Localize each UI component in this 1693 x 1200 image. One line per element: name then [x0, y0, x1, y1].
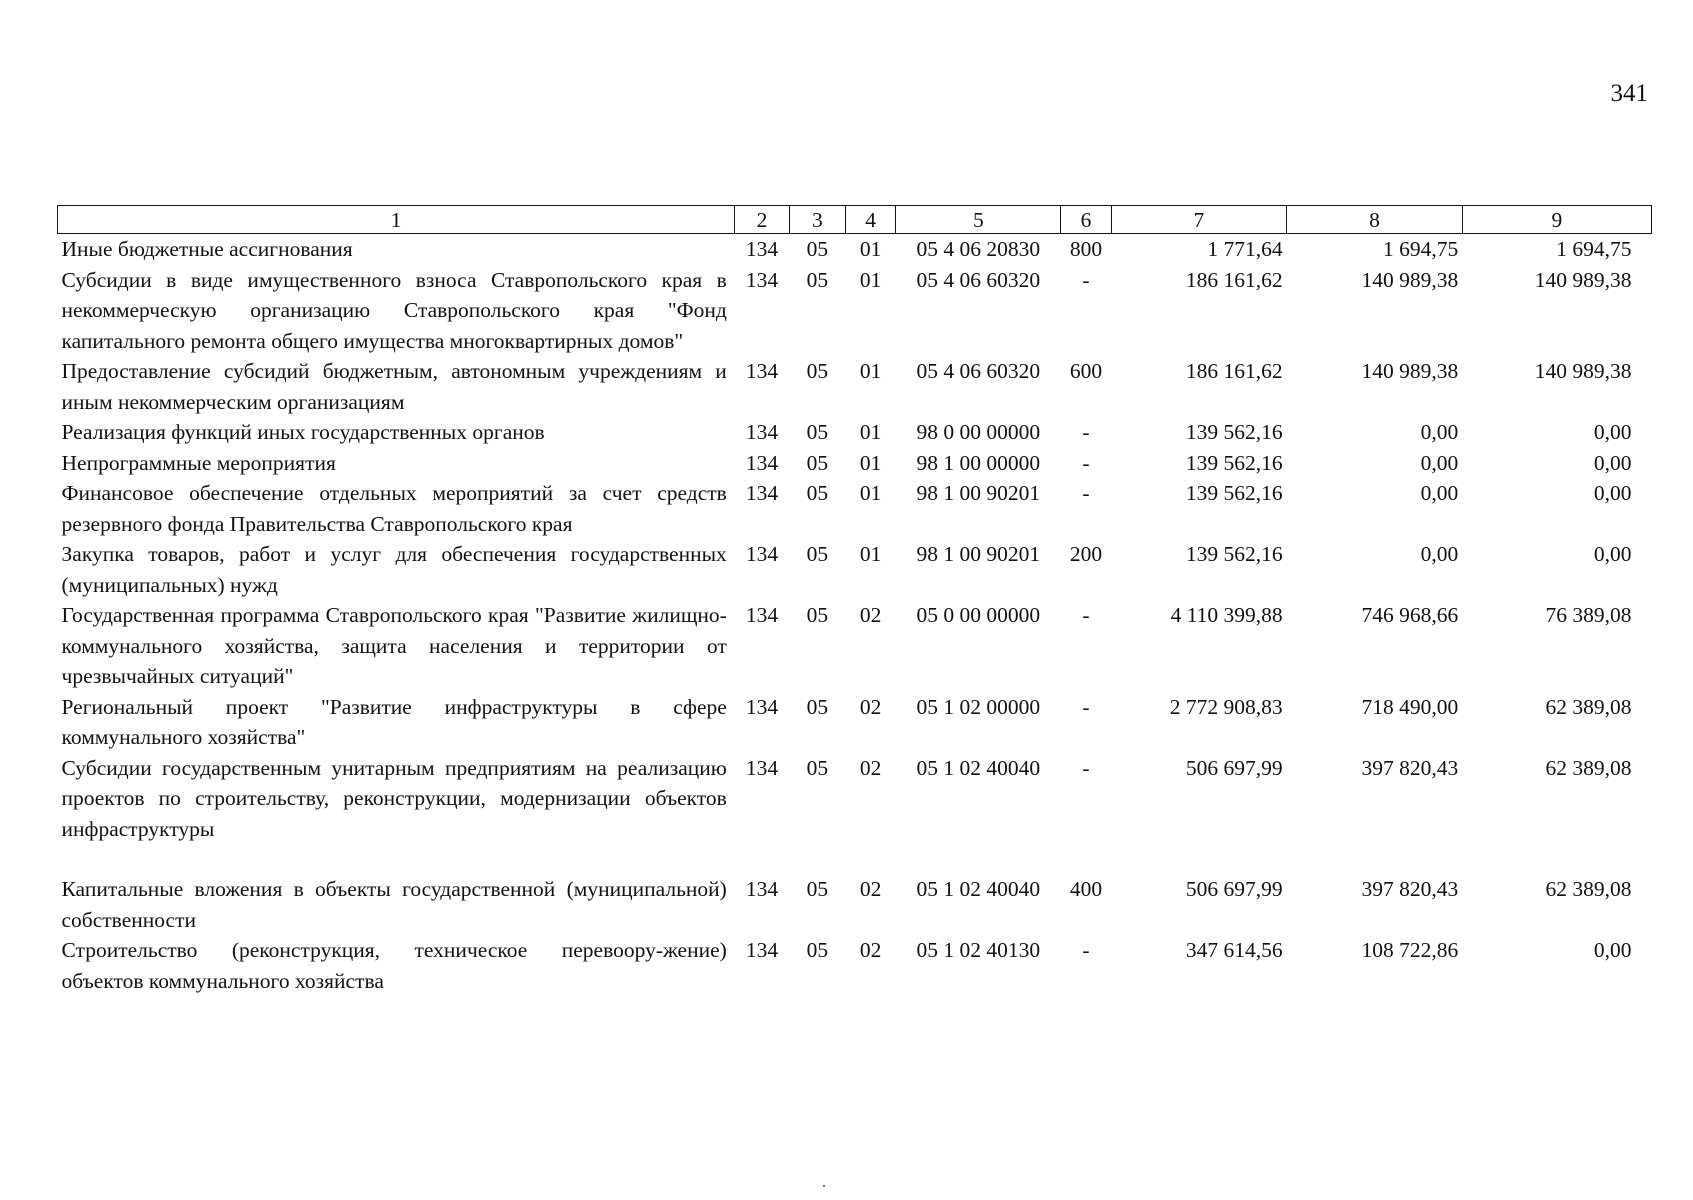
- column-header: 2: [735, 206, 789, 234]
- table-row: [58, 935, 1652, 996]
- row-amount-9: 0,00: [1593, 420, 1632, 444]
- row-amount-9: 0,00: [1593, 542, 1632, 566]
- row-admin-code: 134: [745, 603, 779, 627]
- row-amount-8: 718 490,00: [1361, 694, 1459, 719]
- row-name: Иные бюджетные ассигнования: [61, 237, 353, 261]
- row-amount-9: 62 389,08: [1545, 877, 1632, 901]
- row-amount-8: 746 968,66: [1361, 603, 1459, 627]
- page-number: 341: [1610, 80, 1648, 107]
- row-subsection: 01: [859, 359, 882, 383]
- row-expense-type: -: [1082, 603, 1090, 627]
- column-header: 7: [1111, 206, 1287, 234]
- row-expense-type: 800: [1069, 237, 1103, 261]
- row-subsection: 02: [859, 603, 882, 627]
- row-section: 05: [806, 359, 829, 383]
- row-amount-9: 0,00: [1593, 450, 1632, 475]
- row-name: Капитальные вложения в объекты государственной (муниципальной) собственности: [61, 877, 727, 932]
- row-amount-7: 186 161,62: [1185, 267, 1283, 292]
- row-amount-7: 1 771,64: [1207, 237, 1283, 261]
- column-header: 3: [789, 206, 845, 234]
- row-target-code: 05 1 02 00000: [916, 694, 1041, 719]
- row-section: 05: [806, 237, 829, 261]
- table-row: [58, 234, 1652, 265]
- row-amount-8: 0,00: [1420, 450, 1459, 475]
- row-target-code: 98 1 00 90201: [916, 481, 1041, 505]
- column-header: 6: [1061, 206, 1111, 234]
- row-section: 05: [806, 450, 829, 475]
- row-target-code: 05 4 06 20830: [916, 237, 1041, 261]
- table-row: [58, 692, 1652, 753]
- row-admin-code: 134: [745, 450, 779, 475]
- row-section: 05: [806, 267, 829, 292]
- row-expense-type: 200: [1069, 542, 1103, 566]
- row-name: Строительство (реконструкция, техническое перевоору-жение) объектов коммунального хозяйства: [61, 938, 727, 993]
- row-name: Предоставление субсидий бюджетным, автономным учреждениям и иным некоммерческим организациям: [61, 359, 727, 414]
- table-row: [58, 539, 1652, 600]
- column-header: 8: [1287, 206, 1463, 234]
- row-subsection: 02: [859, 877, 882, 901]
- row-admin-code: 134: [745, 267, 779, 292]
- row-subsection: 01: [859, 542, 882, 566]
- scan-dot: [823, 1185, 825, 1187]
- row-name: Непрограммные мероприятия: [61, 450, 336, 475]
- row-amount-7: 139 562,16: [1185, 450, 1283, 475]
- budget-table: [57, 205, 1652, 996]
- row-target-code: 05 1 02 40040: [916, 877, 1041, 901]
- column-header: 9: [1462, 206, 1651, 234]
- table-row: [58, 448, 1652, 479]
- row-amount-7: 186 161,62: [1185, 359, 1283, 383]
- spacer-cell: [58, 844, 1652, 874]
- spacer-row: [58, 844, 1652, 874]
- row-name: Субсидии в виде имущественного взноса Ставропольского края в некоммерческую организацию Ставропольского края "Фонд капитального ремонта общего имущества многоквартирных домов": [61, 267, 727, 353]
- row-expense-type: -: [1082, 420, 1090, 444]
- row-expense-type: -: [1082, 450, 1090, 475]
- row-expense-type: -: [1082, 267, 1090, 292]
- row-subsection: 02: [859, 938, 882, 962]
- row-section: 05: [806, 938, 829, 962]
- row-amount-9: 140 989,38: [1534, 267, 1632, 292]
- row-amount-7: 139 562,16: [1185, 420, 1283, 444]
- row-name: Государственная программа Ставропольского края "Развитие жилищно-коммунального хозяйства, защита населения и территории от чрезвычайных ситуаций": [61, 603, 727, 688]
- row-admin-code: 134: [745, 237, 779, 261]
- row-name: Финансовое обеспечение отдельных мероприятий за счет средств резервного фонда Правительства Ставропольского края: [61, 481, 727, 536]
- row-section: 05: [806, 603, 829, 627]
- row-amount-7: 506 697,99: [1185, 755, 1283, 780]
- row-target-code: 05 4 06 60320: [916, 267, 1041, 292]
- row-expense-type: -: [1082, 755, 1090, 780]
- row-expense-type: -: [1082, 938, 1090, 962]
- row-amount-9: 62 389,08: [1545, 755, 1632, 780]
- row-amount-9: 62 389,08: [1545, 694, 1632, 719]
- row-target-code: 98 0 00 00000: [916, 420, 1041, 444]
- row-admin-code: 134: [745, 359, 779, 383]
- table-row: [58, 753, 1652, 845]
- row-target-code: 05 4 06 60320: [916, 359, 1041, 383]
- row-target-code: 05 0 00 00000: [916, 603, 1041, 627]
- row-name: Субсидии государственным унитарным предприятиям на реализацию проектов по строительству, реконструкции, модернизации объектов инфраструктуры: [61, 755, 727, 841]
- row-target-code: 05 1 02 40130: [916, 938, 1041, 962]
- row-amount-7: 2 772 908,83: [1169, 694, 1283, 719]
- row-expense-type: -: [1082, 481, 1090, 505]
- table-row: [58, 600, 1652, 692]
- column-header: 4: [846, 206, 896, 234]
- row-amount-8: 140 989,38: [1361, 267, 1459, 292]
- row-target-code: 98 1 00 90201: [916, 542, 1041, 566]
- row-admin-code: 134: [745, 694, 779, 719]
- row-target-code: 05 1 02 40040: [916, 755, 1041, 780]
- table-row: [58, 874, 1652, 935]
- row-subsection: 02: [859, 755, 882, 780]
- row-section: 05: [806, 542, 829, 566]
- row-amount-8: 108 722,86: [1361, 938, 1459, 962]
- column-header: 1: [58, 206, 735, 234]
- table-row: [58, 478, 1652, 539]
- row-subsection: 01: [859, 481, 882, 505]
- row-section: 05: [806, 755, 829, 780]
- column-header: 5: [896, 206, 1061, 234]
- row-amount-8: 140 989,38: [1361, 359, 1459, 383]
- row-amount-9: 0,00: [1593, 938, 1632, 962]
- row-target-code: 98 1 00 00000: [916, 450, 1041, 475]
- row-amount-9: 76 389,08: [1545, 603, 1632, 627]
- row-subsection: 01: [859, 450, 882, 475]
- row-amount-9: 140 989,38: [1534, 359, 1632, 383]
- row-amount-9: 0,00: [1593, 481, 1632, 505]
- row-amount-9: 1 694,75: [1556, 237, 1632, 261]
- row-section: 05: [806, 481, 829, 505]
- row-admin-code: 134: [745, 938, 779, 962]
- table-row: [58, 356, 1652, 417]
- row-admin-code: 134: [745, 542, 779, 566]
- row-section: 05: [806, 694, 829, 719]
- row-admin-code: 134: [745, 481, 779, 505]
- row-amount-7: 139 562,16: [1185, 481, 1283, 505]
- row-name: Закупка товаров, работ и услуг для обеспечения государственных (муниципальных) нужд: [61, 542, 727, 597]
- row-name: Реализация функций иных государственных органов: [61, 420, 545, 444]
- row-amount-7: 4 110 399,88: [1170, 603, 1283, 627]
- table-row: [58, 265, 1652, 357]
- row-expense-type: -: [1082, 694, 1090, 719]
- row-section: 05: [806, 877, 829, 901]
- row-subsection: 01: [859, 420, 882, 444]
- row-admin-code: 134: [745, 877, 779, 901]
- row-amount-7: 506 697,99: [1185, 877, 1283, 901]
- row-admin-code: 134: [745, 420, 779, 444]
- row-amount-8: 397 820,43: [1361, 877, 1459, 901]
- row-subsection: 01: [859, 267, 882, 292]
- row-amount-8: 1 694,75: [1382, 237, 1459, 261]
- row-subsection: 02: [859, 694, 882, 719]
- row-amount-7: 347 614,56: [1185, 938, 1283, 962]
- row-name: Региональный проект "Развитие инфраструктуры в сфере коммунального хозяйства": [61, 694, 727, 749]
- row-admin-code: 134: [745, 755, 779, 780]
- row-section: 05: [806, 420, 829, 444]
- row-amount-8: 397 820,43: [1361, 755, 1459, 780]
- row-expense-type: 400: [1069, 877, 1103, 901]
- row-amount-8: 0,00: [1420, 542, 1459, 566]
- header-row: [58, 206, 1652, 234]
- row-amount-7: 139 562,16: [1185, 542, 1283, 566]
- table-row: [58, 417, 1652, 448]
- row-subsection: 01: [859, 237, 882, 261]
- row-expense-type: 600: [1069, 359, 1103, 383]
- row-amount-8: 0,00: [1420, 420, 1459, 444]
- row-amount-8: 0,00: [1420, 481, 1459, 505]
